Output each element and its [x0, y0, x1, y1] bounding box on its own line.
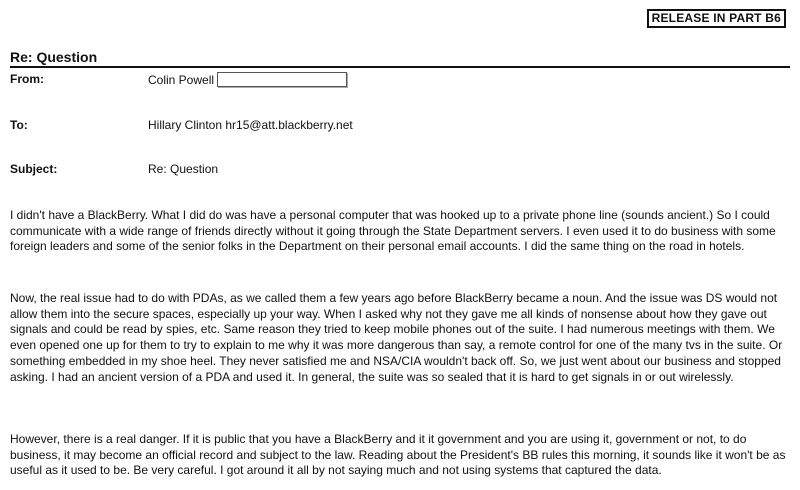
to-value: Hillary Clinton hr15@att.blackberry.net [148, 118, 353, 132]
header-divider [10, 66, 790, 68]
release-stamp: RELEASE IN PART B6 [647, 9, 786, 28]
body-paragraph-2: Now, the real issue had to do with PDAs, as we called them a few years ago before BlackBerry became a noun. And the issue was DS would not allow them into the secure spaces, especially up your way. When I asked why not they gave me all kinds of nonsense about how they gave out signals and could be read by spies, etc. Same reason they tried to keep mobile phones out of the suite. I had numerous meetings with them. We even opened one up for them to try to explain to me why it was more dangerous than say, a remote control for one of the many tvs in the suite. Or something embedded in my shoe heel. They never satisfied me and NSA/CIA wouldn't back off. So, we just went about our business and stopped asking. I had an ancient version of a PDA and used it. In general, the suite was so sealed that it is hard to get signals in or out wirelessly. [10, 291, 783, 384]
body-paragraph-1: I didn't have a BlackBerry. What I did do was have a personal computer that was hooked up to a private phone line (sounds ancient.) So I could communicate with a wide range of friends directly without it going through the State Department servers. I even used it to do business with some foreign leaders and some of the senior folks in the Department on their personal email accounts. I did the same thing on the road in hotels. [10, 208, 776, 254]
redaction-box [217, 72, 347, 87]
subject-label: Subject: [10, 162, 58, 176]
page-title: Re: Question [10, 49, 98, 65]
subject-value: Re: Question [148, 162, 219, 176]
body-paragraph-3: However, there is a real danger. If it is public that you have a BlackBerry and it it government and you are using it, government or not, to do business, it may become an official record and subject to the law. Reading about the President's BB rules this morning, it sounds like it won't be as useful as it used to be. Be very careful. I got around it all by not saying much and not using systems that captured the data. [10, 432, 786, 478]
to-label: To: [10, 118, 28, 132]
from-field [148, 72, 347, 87]
from-value: Colin Powell [148, 73, 215, 87]
from-label: From: [10, 72, 44, 86]
